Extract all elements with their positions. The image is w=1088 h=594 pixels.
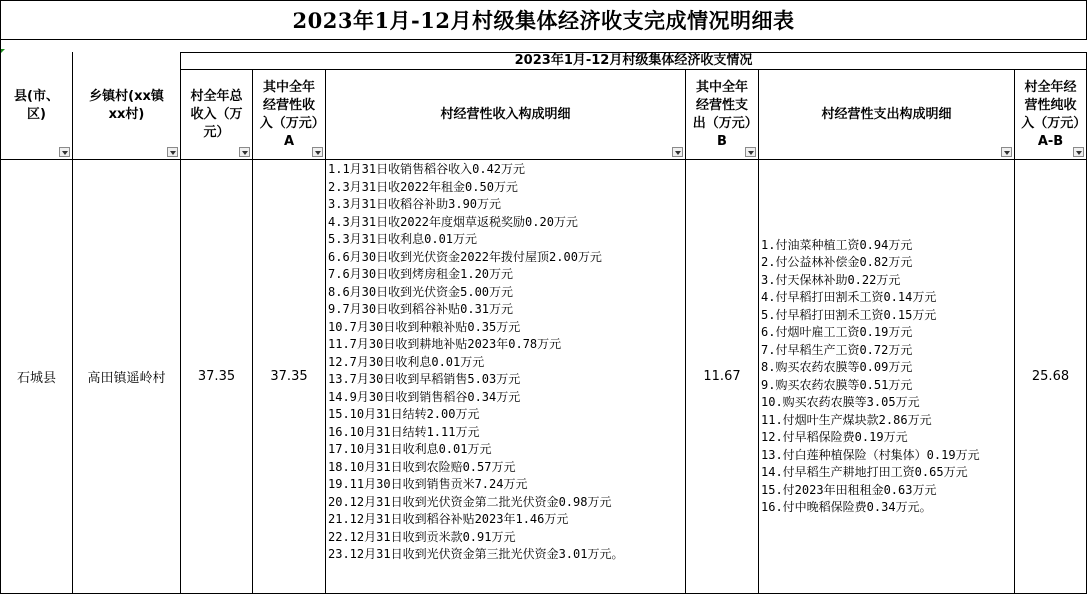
income-item: 23.12月31日收到光伏资金第三批光伏资金3.01万元。 [328, 547, 624, 561]
cell-county[interactable]: 石城县 [0, 160, 73, 594]
expense-item: 6.付烟叶雇工工资0.19万元 [761, 325, 913, 339]
income-item: 21.12月31日收到稻谷补贴2023年1.46万元 [328, 512, 569, 526]
income-item: 10.7月30日收到种粮补贴0.35万元 [328, 319, 521, 334]
col-header-total-income[interactable] [181, 70, 253, 160]
income-item: 3.3月31日收稻谷补助3.90万元 [328, 197, 502, 211]
col-header-operating-expense[interactable] [686, 70, 759, 160]
expense-item: 15.付2023年田租租金0.63万元 [761, 482, 937, 497]
cell-town-village[interactable]: 高田镇遥岭村 [73, 160, 181, 594]
income-item: 4.3月31日收2022年度烟草返税奖励0.20万元 [328, 214, 578, 229]
income-item: 19.11月30日收到销售贡米7.24万元 [328, 477, 528, 491]
filter-dropdown-icon[interactable] [672, 147, 683, 157]
income-item: 8.6月30日收到光伏资金5.00万元 [328, 284, 514, 299]
income-item: 13.7月30日收到早稻销售5.03万元 [328, 372, 521, 386]
expense-item: 14.付早稻生产耕地打田工资0.65万元 [761, 465, 968, 479]
cell-operating-expense[interactable]: 11.67 [686, 160, 759, 594]
expense-item: 7.付早稻生产工资0.72万元 [761, 342, 913, 357]
income-item: 7.6月30日收到烤房租金1.20万元 [328, 267, 514, 281]
col-header-county[interactable] [0, 52, 73, 160]
col-header-net-income[interactable] [1015, 70, 1087, 160]
income-item: 14.9月30日收到销售稻谷0.34万元 [328, 389, 521, 404]
income-item: 5.3月31日收利息0.01万元 [328, 232, 478, 246]
expense-item: 16.付中晚稻保险费0.34万元。 [761, 500, 932, 514]
income-item: 18.10月31日收到农险赔0.57万元 [328, 459, 516, 474]
income-item: 6.6月30日收到光伏资金2022年拨付屋顶2.00万元 [328, 249, 602, 264]
filter-dropdown-icon[interactable] [167, 147, 178, 157]
expense-item: 10.购买农药农膜等3.05万元 [761, 395, 920, 409]
col-header-operating-income[interactable] [253, 70, 326, 160]
cell-income-detail[interactable] [326, 160, 686, 594]
col-header-expense-detail[interactable] [759, 70, 1015, 160]
income-item: 20.12月31日收到光伏资金第二批光伏资金0.98万元 [328, 494, 612, 509]
expense-item: 11.付烟叶生产煤块款2.86万元 [761, 412, 932, 427]
income-item: 16.10月31日结转1.11万元 [328, 424, 480, 439]
col-header-income-detail[interactable] [326, 70, 686, 160]
expense-item: 3.付天保林补助0.22万元 [761, 272, 901, 287]
col-header-net-income-label: 村全年经营性纯收入（万元）A-B [1021, 79, 1080, 149]
col-header-total-income-label: 村全年总收入（万元） [190, 88, 243, 140]
col-header-operating-income-label: 其中全年经营性收入（万元）A [259, 79, 319, 149]
filter-dropdown-icon[interactable] [59, 147, 70, 157]
col-header-expense-detail-label: 村经营性支出构成明细 [821, 106, 952, 122]
filter-dropdown-icon[interactable] [1001, 147, 1012, 157]
cell-expense-detail[interactable] [759, 160, 1015, 594]
income-item: 1.1月31日收销售稻谷收入0.42万元 [328, 162, 526, 176]
income-item: 22.12月31日收到贡米款0.91万元 [328, 529, 516, 544]
col-header-income-detail-label: 村经营性收入构成明细 [440, 106, 571, 122]
income-item: 17.10月31日收利息0.01万元 [328, 442, 492, 456]
col-header-town-village-label: 乡镇村(xx镇xx村) [89, 88, 164, 122]
expense-item: 9.购买农药农膜等0.51万元 [761, 377, 913, 392]
col-header-county-label: 县(市、区) [14, 88, 59, 122]
income-item: 2.3月31日收2022年租金0.50万元 [328, 179, 518, 194]
expense-item: 1.付油菜种植工资0.94万元 [761, 237, 913, 252]
expense-item: 8.购买农药农膜等0.09万元 [761, 360, 913, 374]
income-item: 12.7月30日收利息0.01万元 [328, 354, 485, 369]
expense-item: 12.付早稻保险费0.19万元 [761, 430, 908, 444]
expense-item: 4.付早稻打田割禾工资0.14万元 [761, 290, 937, 304]
cell-net-income[interactable]: 25.68 [1015, 160, 1087, 594]
cell-total-income[interactable]: 37.35 [181, 160, 253, 594]
income-item: 9.7月30日收到稻谷补贴0.31万元 [328, 302, 514, 316]
income-item: 15.10月31日结转2.00万元 [328, 407, 480, 421]
group-header: 2023年1月-12月村级集体经济收支情况 [181, 52, 1087, 70]
income-item: 11.7月30日收到耕地补贴2023年0.78万元 [328, 337, 562, 351]
col-header-town-village[interactable] [73, 52, 181, 160]
expense-item: 2.付公益林补偿金0.82万元 [761, 255, 913, 269]
filter-dropdown-icon[interactable] [312, 147, 323, 157]
expense-item: 13.付白莲种植保险（村集体）0.19万元 [761, 447, 980, 462]
filter-dropdown-icon[interactable] [745, 147, 756, 157]
expense-item: 5.付早稻打田割禾工资0.15万元 [761, 307, 937, 322]
filter-dropdown-icon[interactable] [239, 147, 250, 157]
col-header-operating-expense-label: 其中全年经营性支出（万元）B [692, 79, 752, 149]
filter-dropdown-icon[interactable] [1073, 147, 1084, 157]
table-title: 2023年1月-12月村级集体经济收支完成情况明细表 [0, 0, 1087, 40]
cell-operating-income[interactable]: 37.35 [253, 160, 326, 594]
